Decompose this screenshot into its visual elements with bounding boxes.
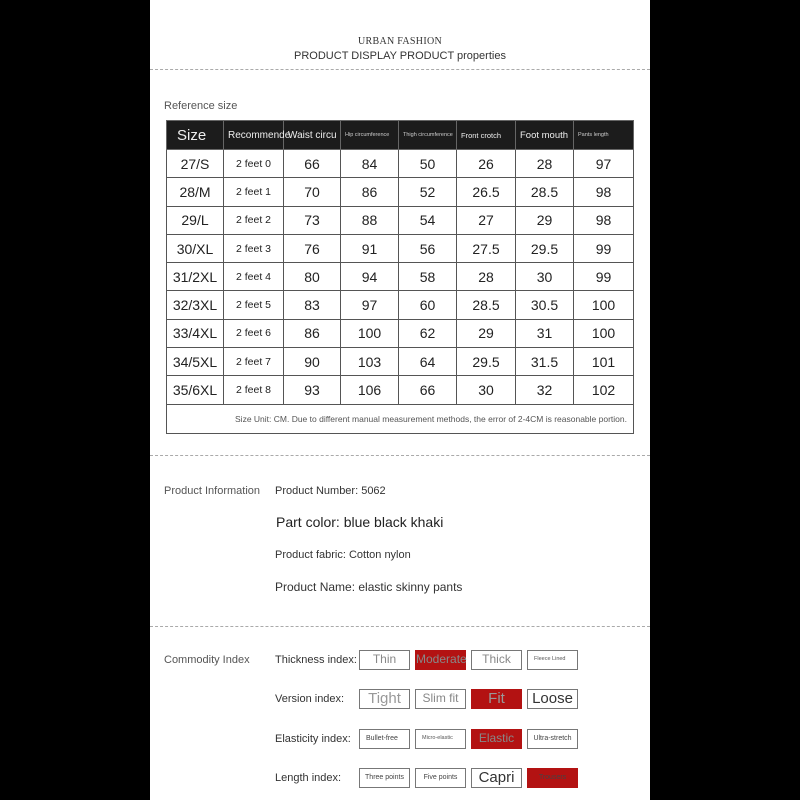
column-header: Thigh circumference	[399, 121, 457, 150]
table-cell: 27	[457, 206, 516, 234]
table-cell: 30	[516, 263, 574, 291]
table-cell: 32	[516, 376, 574, 404]
column-header: Front crotch	[457, 121, 516, 150]
index-option-tight[interactable]: Tight	[359, 689, 410, 709]
table-cell: 29	[457, 319, 516, 347]
table-cell: 2 feet 5	[224, 291, 284, 319]
table-cell: 91	[341, 234, 399, 262]
size-chart-table	[166, 120, 634, 434]
table-cell: 29.5	[516, 234, 574, 262]
table-cell: 84	[341, 150, 399, 178]
column-header: Waist circu	[284, 121, 341, 150]
table-cell: 2 feet 4	[224, 263, 284, 291]
table-cell: 30.5	[516, 291, 574, 319]
column-header: Size	[167, 121, 224, 150]
table-cell: 83	[284, 291, 341, 319]
table-cell: 90	[284, 348, 341, 376]
size-cell: 33/4XL	[167, 319, 224, 347]
page-subtitle: PRODUCT DISPLAY PRODUCT properties	[294, 50, 506, 62]
table-cell: 28.5	[457, 291, 516, 319]
product-fabric: Product fabric: Cotton nylon	[275, 549, 411, 561]
index-option-micro-elastic[interactable]: Micro-elastic	[415, 729, 466, 749]
size-chart-header	[167, 121, 634, 150]
table-cell: 64	[399, 348, 457, 376]
table-cell: 80	[284, 263, 341, 291]
divider	[150, 69, 650, 70]
table-cell: 97	[341, 291, 399, 319]
index-option-capri[interactable]: Capri	[471, 768, 522, 788]
table-cell: 29.5	[457, 348, 516, 376]
index-option-five-points[interactable]: Five points	[415, 768, 466, 788]
table-cell: 2 feet 3	[224, 234, 284, 262]
table-cell: 60	[399, 291, 457, 319]
size-cell: 35/6XL	[167, 376, 224, 404]
table-cell: 54	[399, 206, 457, 234]
table-cell: 56	[399, 234, 457, 262]
table-cell: 86	[341, 178, 399, 206]
size-cell: 30/XL	[167, 234, 224, 262]
table-cell: 50	[399, 150, 457, 178]
table-row	[167, 206, 634, 234]
table-cell: 99	[574, 234, 634, 262]
table-cell: 101	[574, 348, 634, 376]
table-cell: 62	[399, 319, 457, 347]
table-cell: 100	[574, 319, 634, 347]
table-cell: 88	[341, 206, 399, 234]
table-cell: 31	[516, 319, 574, 347]
commodity-index-label: Commodity Index	[164, 654, 250, 666]
table-cell: 52	[399, 178, 457, 206]
index-option-slim-fit[interactable]: Slim fit	[415, 689, 466, 709]
index-option-fleece-lined[interactable]: Fleece Lined	[527, 650, 578, 670]
size-note: Size Unit: CM. Due to different manual measurement methods, the error of 2-4CM is reasonable portion.	[167, 404, 634, 433]
size-cell: 31/2XL	[167, 263, 224, 291]
index-option-bullet-free[interactable]: Bullet-free	[359, 729, 410, 749]
table-cell: 2 feet 8	[224, 376, 284, 404]
divider	[150, 455, 650, 456]
product-information-label: Product Information	[164, 485, 260, 497]
table-cell: 26	[457, 150, 516, 178]
table-row	[167, 319, 634, 347]
brand-title: URBAN FASHION	[357, 36, 442, 47]
table-cell: 2 feet 6	[224, 319, 284, 347]
index-row-label: Elasticity index:	[275, 733, 351, 745]
column-header: Recommende	[224, 121, 284, 150]
table-cell: 93	[284, 376, 341, 404]
index-option-trousers[interactable]: Trousers	[527, 768, 578, 788]
table-cell: 86	[284, 319, 341, 347]
table-cell: 2 feet 0	[224, 150, 284, 178]
table-cell: 106	[341, 376, 399, 404]
table-cell: 31.5	[516, 348, 574, 376]
index-option-thick[interactable]: Thick	[471, 650, 522, 670]
index-option-thin[interactable]: Thin	[359, 650, 410, 670]
product-number: Product Number: 5062	[275, 485, 386, 497]
table-cell: 2 feet 2	[224, 206, 284, 234]
table-row	[167, 178, 634, 206]
index-option-ultra-stretch[interactable]: Ultra-stretch	[527, 729, 578, 749]
table-cell: 99	[574, 263, 634, 291]
table-cell: 103	[341, 348, 399, 376]
column-header: Foot mouth	[516, 121, 574, 150]
table-cell: 27.5	[457, 234, 516, 262]
table-cell: 66	[399, 376, 457, 404]
index-option-fit[interactable]: Fit	[471, 689, 522, 709]
table-row	[167, 234, 634, 262]
size-cell: 29/L	[167, 206, 224, 234]
table-cell: 94	[341, 263, 399, 291]
table-cell: 30	[457, 376, 516, 404]
index-row-label: Length index:	[275, 772, 342, 784]
reference-size-label: Reference size	[164, 100, 238, 112]
table-row	[167, 150, 634, 178]
column-header: Hip circumference	[341, 121, 399, 150]
size-note-row	[167, 404, 634, 433]
table-cell: 58	[399, 263, 457, 291]
table-cell: 76	[284, 234, 341, 262]
table-row	[167, 348, 634, 376]
table-row	[167, 263, 634, 291]
size-cell: 28/M	[167, 178, 224, 206]
index-option-three-points[interactable]: Three points	[359, 768, 410, 788]
index-option-moderate[interactable]: Moderate	[415, 650, 466, 670]
table-cell: 2 feet 7	[224, 348, 284, 376]
product-name: Product Name: elastic skinny pants	[275, 580, 463, 594]
table-cell: 66	[284, 150, 341, 178]
table-cell: 2 feet 1	[224, 178, 284, 206]
table-cell: 97	[574, 150, 634, 178]
table-cell: 102	[574, 376, 634, 404]
table-row	[167, 291, 634, 319]
size-cell: 27/S	[167, 150, 224, 178]
table-cell: 98	[574, 178, 634, 206]
product-detail-page	[150, 0, 650, 800]
table-cell: 73	[284, 206, 341, 234]
table-cell: 70	[284, 178, 341, 206]
index-row-label: Thickness index:	[275, 654, 357, 666]
size-cell: 32/3XL	[167, 291, 224, 319]
table-cell: 26.5	[457, 178, 516, 206]
index-option-elastic[interactable]: Elastic	[471, 729, 522, 749]
index-option-loose[interactable]: Loose	[527, 689, 578, 709]
table-cell: 28.5	[516, 178, 574, 206]
product-color: Part color: blue black khaki	[276, 514, 444, 530]
table-cell: 100	[574, 291, 634, 319]
divider	[150, 626, 650, 627]
index-row-label: Version index:	[275, 693, 345, 705]
table-cell: 28	[516, 150, 574, 178]
column-header: Pants length	[574, 121, 634, 150]
size-cell: 34/5XL	[167, 348, 224, 376]
table-cell: 29	[516, 206, 574, 234]
table-cell: 100	[341, 319, 399, 347]
table-cell: 98	[574, 206, 634, 234]
table-cell: 28	[457, 263, 516, 291]
table-row	[167, 376, 634, 404]
